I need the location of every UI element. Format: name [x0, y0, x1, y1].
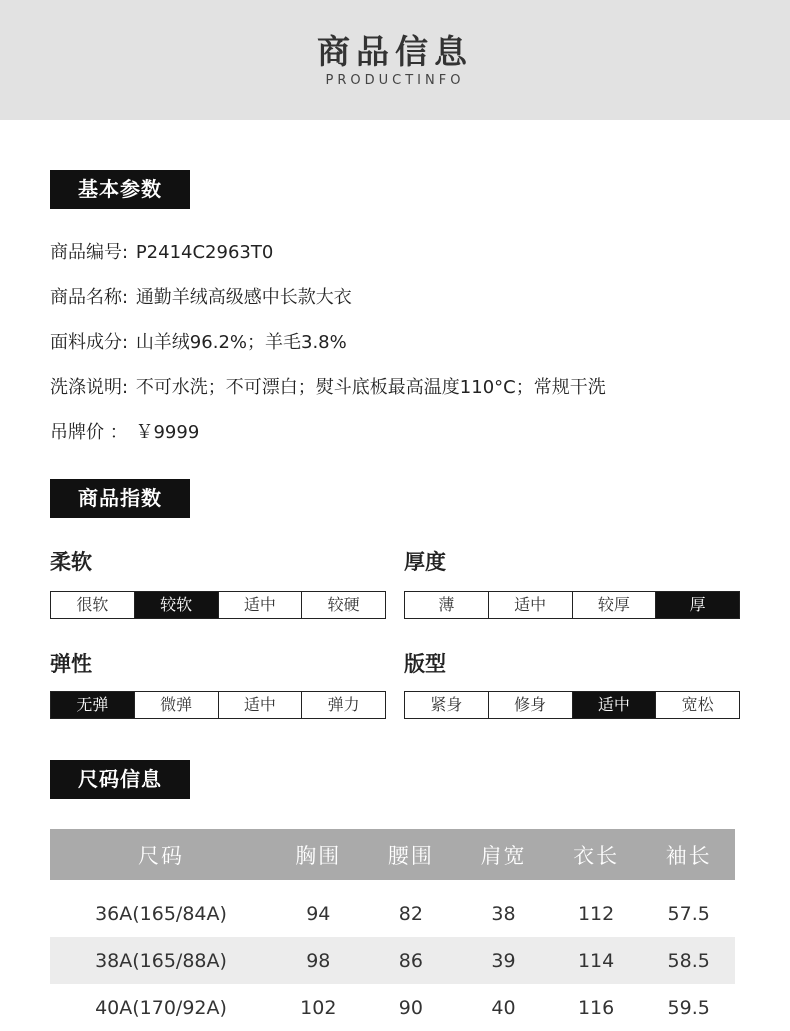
- page-title: 商品信息: [317, 32, 473, 71]
- info-row-care: [50, 373, 606, 399]
- section-tag-size: 尺码信息: [50, 760, 190, 799]
- index-option: 宽松: [681, 695, 714, 714]
- size-header-cell: 袖长: [642, 829, 735, 880]
- size-cell: 90: [398, 996, 423, 1019]
- section-tag-index: 商品指数: [50, 479, 190, 518]
- size-cell: 39: [457, 937, 550, 984]
- index-option: 弹力: [327, 695, 360, 714]
- index-option: 紧身: [405, 692, 489, 718]
- index-option: 适中: [573, 692, 657, 718]
- size-cell: 36A(165/84A): [95, 902, 227, 925]
- index-option: 微弹: [135, 692, 219, 718]
- size-cell: 116: [577, 996, 615, 1019]
- index-option: 厚: [656, 592, 739, 618]
- size-cell: 57.5: [667, 902, 710, 925]
- info-value: P2414C2963T0: [135, 242, 274, 263]
- info-value: 山羊绒96.2%；羊毛3.8%: [135, 332, 347, 353]
- page-subtitle: PRODUCTINFO: [325, 73, 465, 88]
- index-label-elasticity: 弹性: [50, 652, 92, 676]
- index-option: 很软: [51, 592, 135, 618]
- size-cell: 38A(165/88A): [50, 937, 272, 984]
- index-scale-fit: [404, 691, 740, 719]
- size-cell: 38: [491, 902, 516, 925]
- index-option: 修身: [489, 692, 573, 718]
- size-header-cell: 腰围: [365, 829, 458, 880]
- index-option: 适中: [489, 592, 573, 618]
- size-cell: 59.5: [667, 996, 710, 1019]
- size-cell: 82: [398, 902, 423, 925]
- size-cell: 98: [272, 937, 365, 984]
- size-header-cell: 胸围: [272, 829, 365, 880]
- size-cell: 40A(170/92A): [95, 996, 227, 1019]
- size-cell: 94: [306, 902, 331, 925]
- info-row-fabric: [50, 328, 347, 354]
- info-row-product-name: [50, 283, 352, 309]
- index-scale-softness: [50, 591, 386, 619]
- table-row: [50, 890, 735, 937]
- size-cell: 112: [577, 902, 615, 925]
- info-label: 吊牌价 ：: [50, 422, 128, 443]
- index-option: 薄: [405, 592, 489, 618]
- info-row-price: [50, 418, 199, 444]
- info-label: 洗涤说明:: [50, 377, 129, 398]
- size-cell: 102: [300, 996, 337, 1019]
- index-option: 较软: [135, 592, 219, 618]
- size-cell: 114: [550, 937, 643, 984]
- index-scale-elasticity: [50, 691, 386, 719]
- size-header-cell: 肩宽: [457, 829, 550, 880]
- size-header-cell: 尺码: [50, 829, 272, 880]
- info-value: 通勤羊绒高级感中长款大衣: [135, 287, 352, 308]
- index-label-fit: 版型: [404, 652, 446, 676]
- index-label-thickness: 厚度: [404, 550, 446, 574]
- index-option: 较厚: [573, 592, 657, 618]
- index-label-softness: 柔软: [50, 550, 92, 574]
- index-option: 适中: [219, 592, 303, 618]
- index-scale-thickness: [404, 591, 740, 619]
- index-option: 较硬: [327, 595, 360, 614]
- info-value: 不可水洗；不可漂白；熨斗底板最高温度110°C；常规干洗: [135, 377, 606, 398]
- info-label: 商品名称:: [50, 287, 129, 308]
- table-row: [50, 937, 735, 984]
- info-label: 商品编号:: [50, 242, 129, 263]
- size-cell: 86: [365, 937, 458, 984]
- info-value: ￥9999: [135, 422, 200, 443]
- size-table-header: [50, 829, 735, 880]
- size-header-cell: 衣长: [550, 829, 643, 880]
- section-tag-basic: 基本参数: [50, 170, 190, 209]
- index-option: 无弹: [51, 692, 135, 718]
- index-option: 适中: [219, 692, 303, 718]
- size-table: [50, 829, 735, 1031]
- info-label: 面料成分:: [50, 332, 129, 353]
- size-cell: 40: [491, 996, 516, 1019]
- page-header: [0, 0, 790, 120]
- info-row-product-code: [50, 238, 273, 264]
- size-cell: 58.5: [642, 937, 735, 984]
